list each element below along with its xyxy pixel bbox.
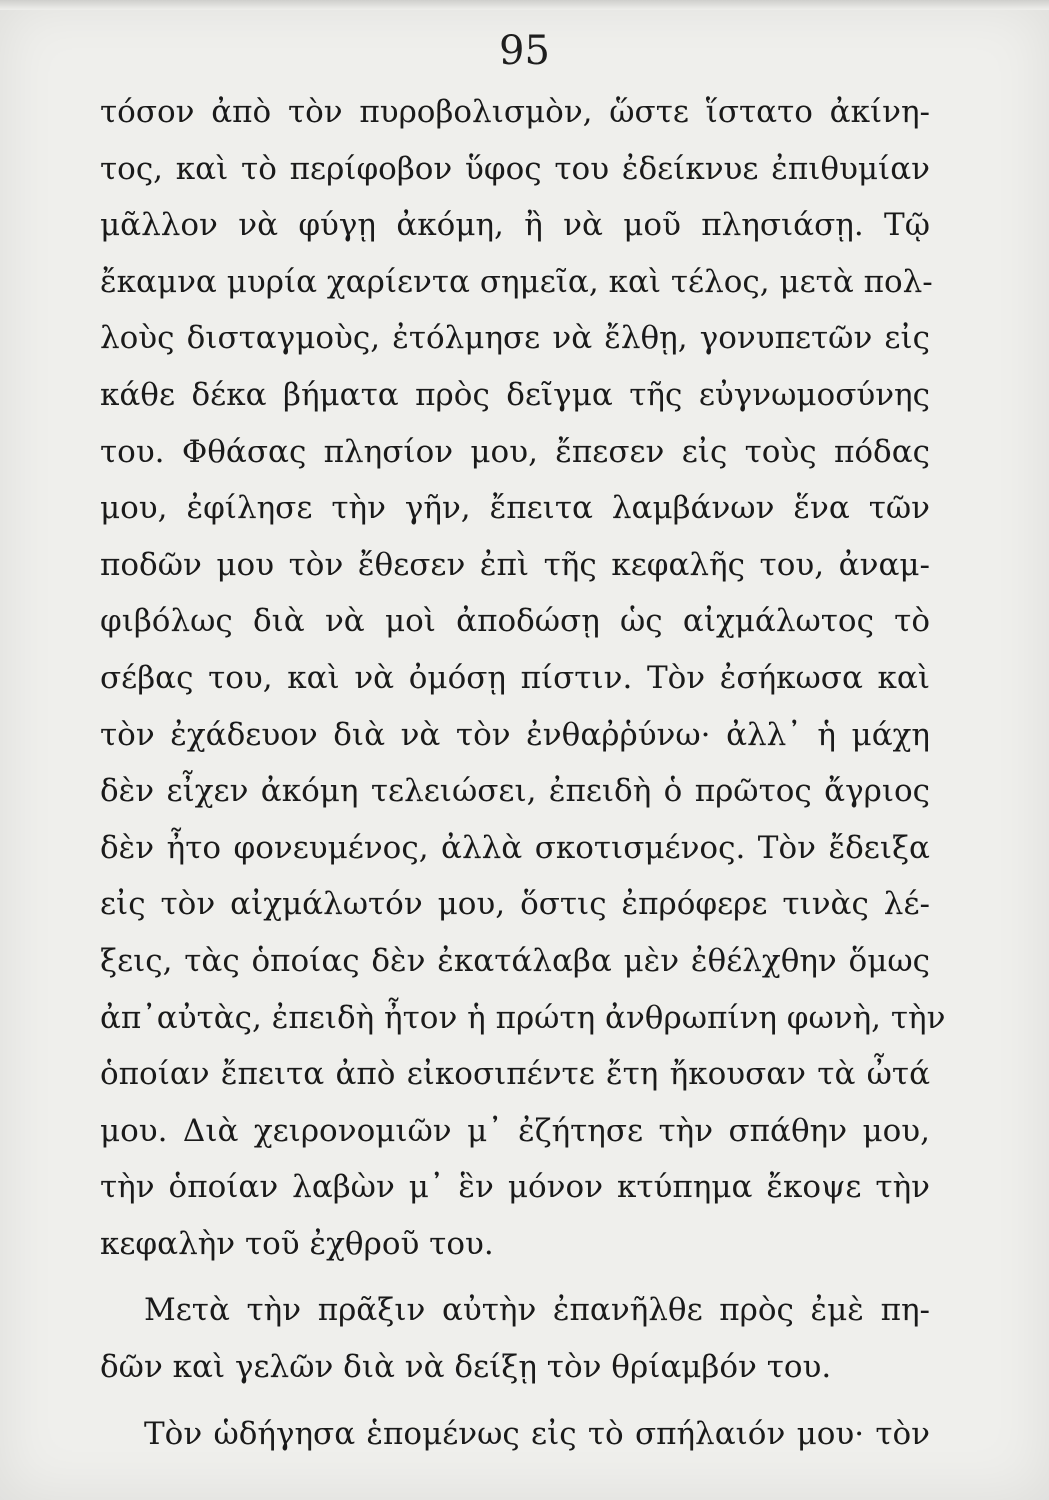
text-line: τος, καὶ τὸ περίφοβον ὕφος του ἐδείκνυε ἐπιθυμίαν: [100, 150, 930, 187]
text-line: ποδῶν μου τὸν ἔθεσεν ἐπὶ τῆς κεφαλῆς του, ἀναμ-: [100, 546, 930, 583]
body-text: [100, 84, 946, 1462]
paragraph-3: [100, 1406, 930, 1463]
text-line: μου. Διὰ χειρονομιῶν μ᾽ ἐζήτησε τὴν σπάθην μου,: [100, 1112, 930, 1149]
text-line: ἀπ᾽αὐτὰς, ἐπειδὴ ἦτον ἡ πρώτη ἀνθρωπίνη φωνὴ, τὴν: [100, 999, 946, 1036]
text-line: δὲν ἦτο φονευμένος, ἀλλὰ σκοτισμένος. Τὸν ἔδειξα: [100, 829, 930, 866]
paragraph-1: [100, 84, 946, 1272]
text-line: ὁποίαν ἔπειτα ἀπὸ εἰκοσιπέντε ἔτη ἤκουσαν τὰ ὦτά: [100, 1056, 930, 1093]
text-line: μᾶλλον νὰ φύγῃ ἀκόμη, ἢ νὰ μοῦ πλησιάσῃ. Τῷ: [100, 207, 930, 244]
text-line: τὴν ὁποίαν λαβὼν μ᾽ ἓν μόνον κτύπημα ἔκοψε τὴν: [100, 1169, 930, 1206]
text-line: ἔκαμνα μυρία χαρίεντα σημεῖα, καὶ τέλος, μετὰ πολ-: [100, 263, 933, 300]
text-line: εἰς τὸν αἰχμάλωτόν μου, ὅστις ἐπρόφερε τινὰς λέ-: [100, 886, 930, 923]
text-line: δὲν εἶχεν ἀκόμη τελειώσει, ἐπειδὴ ὁ πρῶτος ἄγριος: [100, 773, 930, 810]
text-line: σέβας του, καὶ νὰ ὀμόσῃ πίστιν. Τὸν ἐσήκωσα καὶ: [100, 659, 930, 696]
text-line: Μετὰ τὴν πρᾶξιν αὐτὴν ἐπανῆλθε πρὸς ἐμὲ πη-: [144, 1292, 930, 1329]
paragraph-gap: [100, 1272, 930, 1282]
text-line: ξεις, τὰς ὁποίας δὲν ἐκατάλαβα μὲν ἐθέλχθην ὅμως: [100, 942, 930, 979]
text-line: κεφαλὴν τοῦ ἐχθροῦ του.: [100, 1225, 494, 1262]
text-line: φιβόλως διὰ νὰ μοὶ ἀποδώσῃ ὡς αἰχμάλωτος τὸ: [100, 603, 930, 640]
text-line: μου, ἐφίλησε τὴν γῆν, ἔπειτα λαμβάνων ἕνα τῶν: [100, 490, 930, 527]
text-line: τόσον ἀπὸ τὸν πυροβολισμὸν, ὥστε ἵστατο ἀκίνη-: [100, 94, 930, 130]
text-line: λοὺς δισταγμοὺς, ἐτόλμησε νὰ ἔλθῃ, γονυπετῶν εἰς: [100, 320, 930, 357]
text-line: τὸν ἐχάδευον διὰ νὰ τὸν ἐνθαῤῥύνω· ἀλλ᾽ ἡ μάχη: [100, 716, 930, 753]
text-line: κάθε δέκα βήματα πρὸς δεῖγμα τῆς εὐγνωμοσύνης: [100, 376, 930, 413]
page-number: 95: [499, 28, 550, 74]
text-line: δῶν καὶ γελῶν διὰ νὰ δείξῃ τὸν θρίαμβόν του.: [100, 1349, 832, 1386]
text-line: του. Φθάσας πλησίον μου, ἔπεσεν εἰς τοὺς πόδας: [100, 433, 930, 470]
text-line: Τὸν ὡδήγησα ἑπομένως εἰς τὸ σπήλαιόν μου· τὸν: [144, 1415, 930, 1452]
paragraph-2: [100, 1282, 930, 1395]
paragraph-gap: [100, 1396, 930, 1406]
page-top-edge: [0, 0, 1049, 10]
